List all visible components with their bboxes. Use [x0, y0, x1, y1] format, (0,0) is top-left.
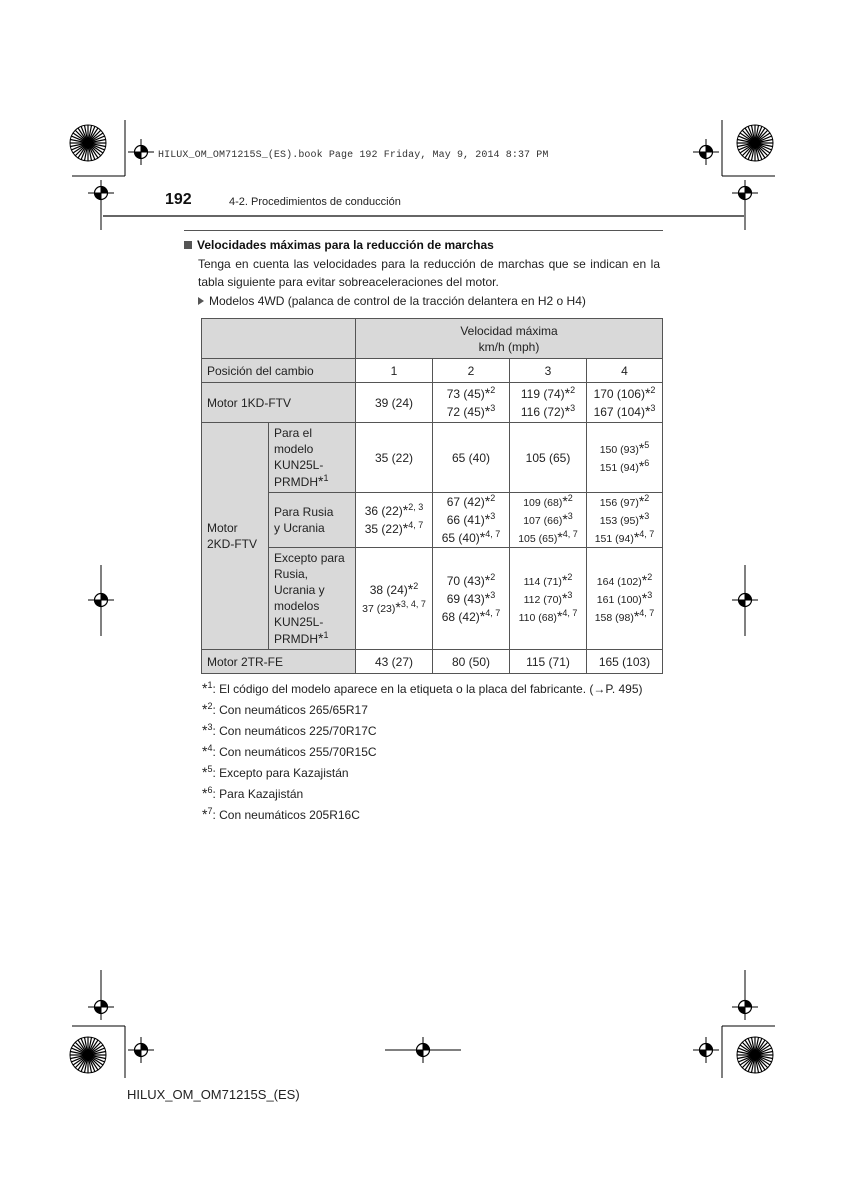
section-heading [184, 238, 494, 252]
cell-kun25l-g4: 150 (93)*5 151 (94)*6 [587, 423, 663, 493]
unit-label: km/h (mph) [478, 339, 540, 354]
table-row-1kd [202, 383, 663, 423]
heading-text: Velocidades máximas para la reducción de marchas [197, 238, 494, 252]
intro-paragraph: Tenga en cuenta las velocidades para la reducción de marchas que se indican en la tabla siguiente para evitar sobreaceleraciones del motor. [198, 257, 660, 289]
table-header-row [202, 319, 663, 359]
footnote: *$^6$: Para Kazajistán [202, 785, 304, 801]
table-row-2kd-kun25l [202, 423, 663, 493]
cell-other-g3: 114 (71)*2 112 (70)*3 110 (68)*4, 7 [510, 548, 587, 650]
cell-russia-g4: 156 (97)*2 153 (95)*3 151 (94)*4, 7 [587, 493, 663, 548]
cell-kun25l-g1: 35 (22) [356, 423, 433, 493]
table-row-2kd-russia [202, 493, 663, 548]
gear-position-label: Posición del cambio [202, 359, 356, 383]
cell-1kd-g2: 73 (45)*$^2$ 72 (45)*$^3$ [433, 383, 510, 423]
engine-1kd-label: Motor 1KD-FTV [202, 383, 356, 423]
print-info: HILUX_OM_OM71215S_(ES).book Page 192 Friday, May 9, 2014 8:37 PM [158, 150, 549, 161]
gear-3: 3 [510, 359, 587, 383]
russia-ukraine-label: Para Rusia y Ucrania [269, 493, 356, 548]
cell-other-g4: 164 (102)*2 161 (100)*3 158 (98)*4, 7 [587, 548, 663, 650]
header-rule [103, 215, 744, 217]
kun25l-label: Para el modelo KUN25L- PRMDH*$^1$ [269, 423, 356, 493]
gear-row [202, 359, 663, 383]
table-row-2kd-other [202, 548, 663, 650]
cell-1kd-g3: 119 (74)*$^2$ 116 (72)*$^3$ [510, 383, 587, 423]
cell-russia-g1: 36 (22)*$^{2, 3}$ 35 (22)*$^{4, 7}$ [356, 493, 433, 548]
footnote: *$^1$: El código del modelo aparece en la etiqueta o la placa del fabricante. (→P. 495) [202, 680, 643, 696]
page-number: 192 [165, 191, 192, 208]
engine-2kd-label: Motor 2KD-FTV [202, 423, 269, 650]
cell-1kd-g4: 170 (106)*$^2$ 167 (104)*$^3$ [587, 383, 663, 423]
triangle-bullet-icon [198, 297, 204, 305]
table-row-2tr [202, 650, 663, 674]
cell-kun25l-g3: 105 (65) [510, 423, 587, 493]
gear-2: 2 [433, 359, 510, 383]
footnote: *$^4$: Con neumáticos 255/70R15C [202, 743, 377, 759]
footnote: *$^5$: Excepto para Kazajistán [202, 764, 349, 780]
cell-kun25l-g2: 65 (40) [433, 423, 510, 493]
engine-2tr-label: Motor 2TR-FE [202, 650, 356, 674]
footnote: *$^7$: Con neumáticos 205R16C [202, 806, 360, 822]
cell-2tr-g3: 115 (71) [510, 650, 587, 674]
downshift-speed-table [201, 318, 663, 674]
max-speed-label: Velocidad máxima [460, 323, 558, 338]
footnote: *$^2$: Con neumáticos 265/65R17 [202, 701, 368, 717]
header-empty-cell [202, 319, 356, 359]
bullet-text: Modelos 4WD (palanca de control de la tracción delantera en H2 o H4) [209, 294, 586, 308]
cell-2tr-g2: 80 (50) [433, 650, 510, 674]
cell-russia-g3: 109 (68)*2 107 (66)*3 105 (65)*4, 7 [510, 493, 587, 548]
section-title: 4-2. Procedimientos de conducción [229, 196, 401, 208]
cell-other-g2: 70 (43)*$^2$ 69 (43)*$^3$ 68 (42)*$^{4, 7}$ [433, 548, 510, 650]
except-russia-label: Excepto para Rusia, Ucrania y modelos KUN25L- PRMDH*$^1$ [269, 548, 356, 650]
model-bullet [198, 294, 586, 308]
footnote: *$^3$: Con neumáticos 225/70R17C [202, 722, 377, 738]
cell-1kd-g1: 39 (24) [356, 383, 433, 423]
cell-2tr-g4: 165 (103) [587, 650, 663, 674]
max-speed-header [356, 319, 663, 359]
cell-other-g1: 38 (24)*$^2$ 37 (23)*3, 4, 7 [356, 548, 433, 650]
cell-2tr-g1: 43 (27) [356, 650, 433, 674]
square-bullet-icon [184, 241, 192, 249]
footer-doc-code: HILUX_OM_OM71215S_(ES) [127, 1087, 300, 1102]
cell-russia-g2: 67 (42)*$^2$ 66 (41)*$^3$ 65 (40)*$^{4, 7}$ [433, 493, 510, 548]
gear-4: 4 [587, 359, 663, 383]
gear-1: 1 [356, 359, 433, 383]
heading-rule [184, 230, 663, 231]
